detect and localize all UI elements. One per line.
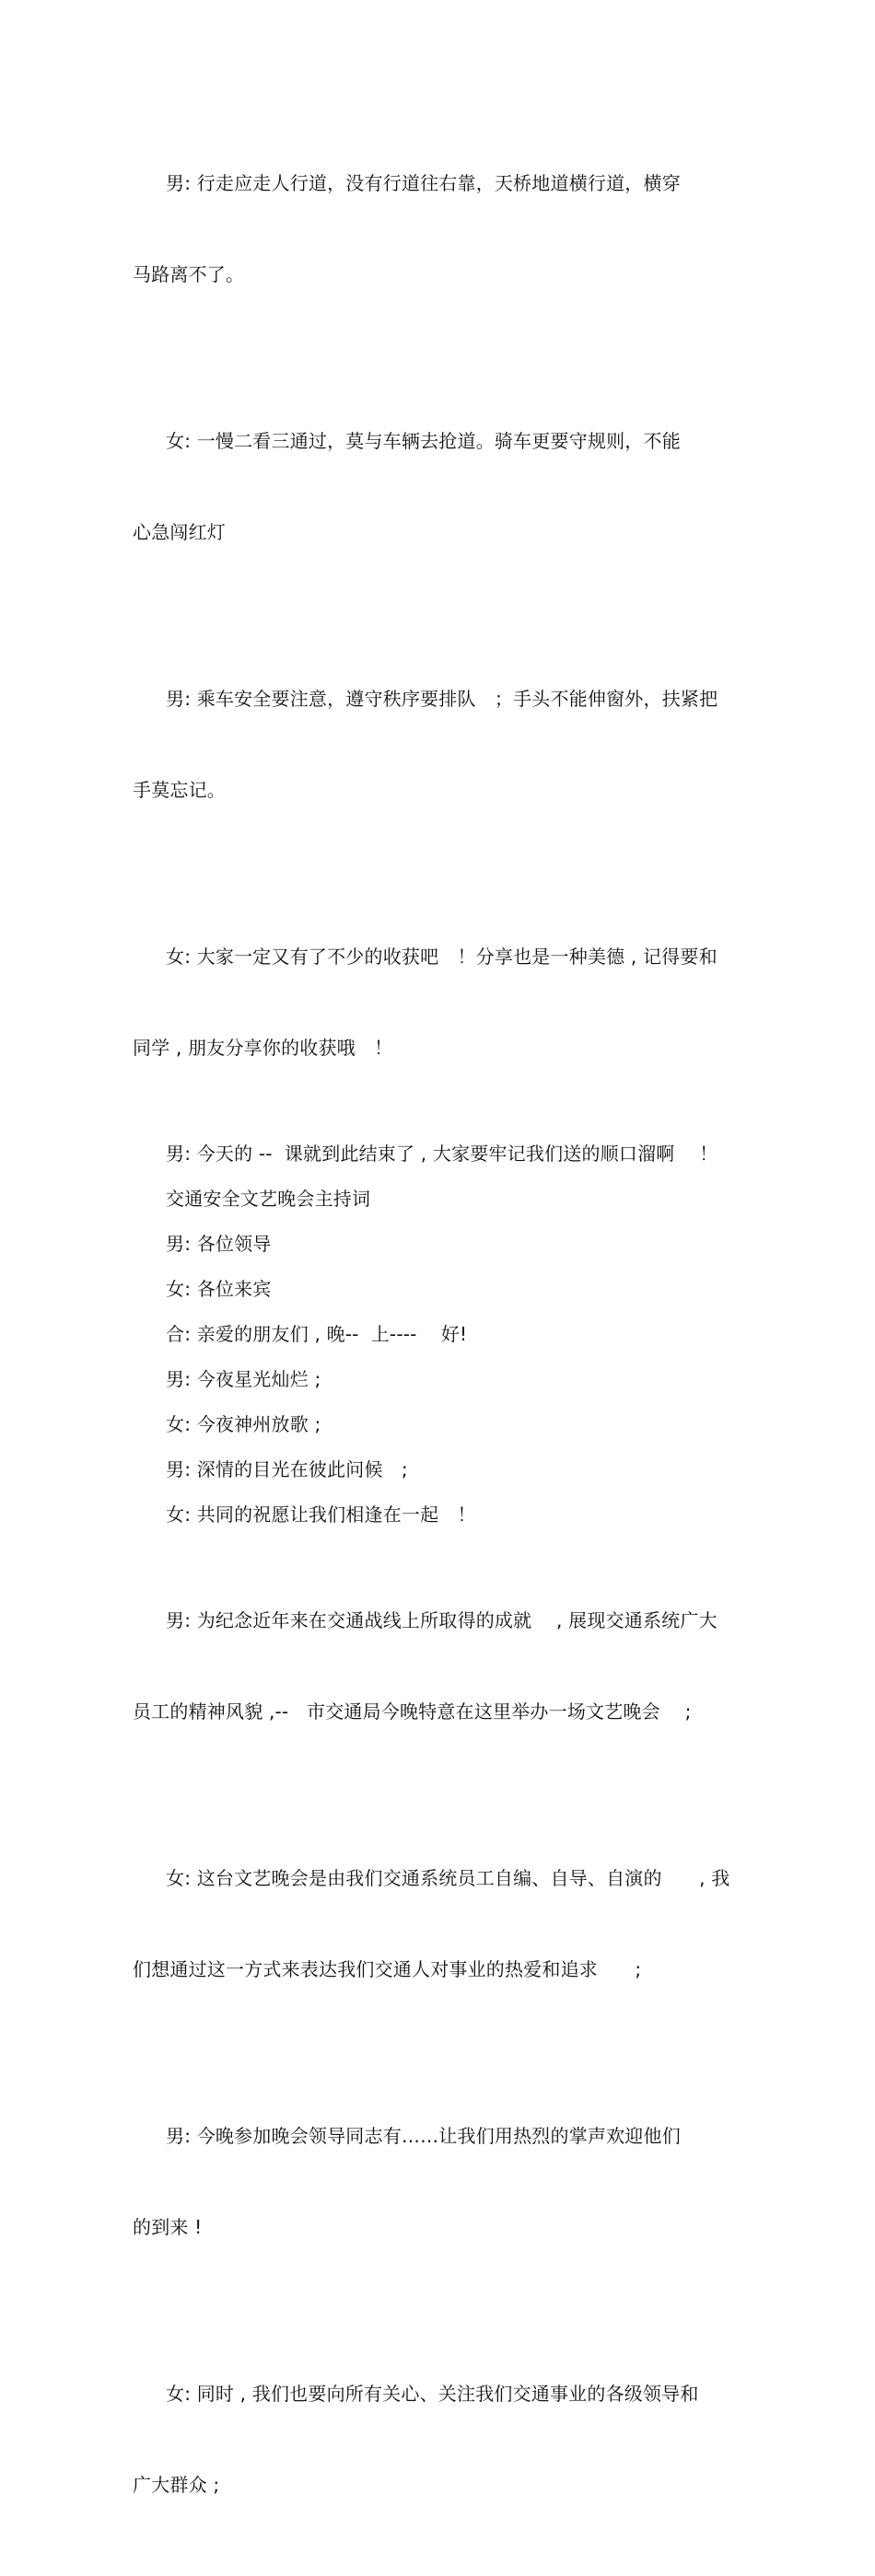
paragraph-line: 心急闯红灯: [133, 521, 226, 543]
paragraph: [133, 1545, 752, 1788]
section-title: 交通安全文艺晚会主持词: [166, 1188, 371, 1210]
paragraph: [133, 2060, 752, 2303]
paragraph: 男: 各位领导: [166, 1233, 272, 1255]
paragraph-line: 广大群众 ;: [133, 2474, 220, 2496]
paragraph: 女: 今夜神州放歌 ;: [166, 1413, 321, 1435]
document-body: [133, 108, 752, 2576]
paragraph: [133, 2318, 752, 2561]
paragraph: 合: 亲爱的朋友们 , 晚-- 上---- 好!: [166, 1323, 468, 1345]
paragraph-line: 手莫忘记。: [133, 779, 226, 801]
paragraph: [133, 1803, 752, 2046]
paragraph-line: 男: 今晚参加晚会领导同志有……让我们用热烈的掌声欢迎他们: [166, 2125, 681, 2147]
paragraph-line: 女: 这台文艺晚会是由我们交通系统员工自编、自导、自演的 , 我: [166, 1867, 730, 1889]
paragraph-line: 女: 同时 , 我们也要向所有关心、关注我们交通事业的各级领导和: [166, 2383, 699, 2405]
paragraph: [133, 108, 752, 351]
paragraph-line: 同学 , 朋友分享你的收获哦 ！: [133, 1037, 393, 1059]
paragraph-line: 们想通过这一方式来表达我们交通人对事业的热爱和追求 ;: [133, 1958, 642, 1980]
paragraph-line: 马路离不了。: [133, 263, 245, 285]
paragraph-line: 男: 乘车安全要注意，遵守秩序要排队 ；手头不能伸窗外，扶紧把: [166, 688, 718, 710]
paragraph: 男: 今天的 -- 课就到此结束了 , 大家要牢记我们送的顺口溜啊 ！: [166, 1143, 718, 1165]
paragraph-line: 男: 行走应走人行道，没有行道往右靠，天桥地道横行道，横穿: [166, 172, 681, 194]
paragraph: [133, 623, 752, 866]
paragraph: 女: 共同的祝愿让我们相逢在一起 ！: [166, 1503, 476, 1526]
paragraph: 男: 今夜星光灿烂 ;: [166, 1368, 321, 1390]
paragraph-line: 女: 大家一定又有了不少的收获吧 ！分享也是一种美德 , 记得要和: [166, 946, 718, 968]
paragraph-line: 男: 为纪念近年来在交通战线上所取得的成就 , 展现交通系统广大: [166, 1609, 718, 1631]
paragraph-line: 员工的精神风貌 ,-- 市交通局今晚特意在这里举办一场文艺晚会 ;: [133, 1700, 692, 1723]
paragraph: [133, 881, 752, 1124]
paragraph-line: 女: 一慢二看三通过，莫与车辆去抢道。骑车更要守规则，不能: [166, 430, 681, 452]
paragraph: 女: 各位来宾: [166, 1278, 272, 1300]
paragraph: [133, 366, 752, 609]
paragraph: 男: 深情的目光在彼此问候 ;: [166, 1458, 408, 1480]
paragraph-line: 的到来 !: [133, 2216, 203, 2238]
